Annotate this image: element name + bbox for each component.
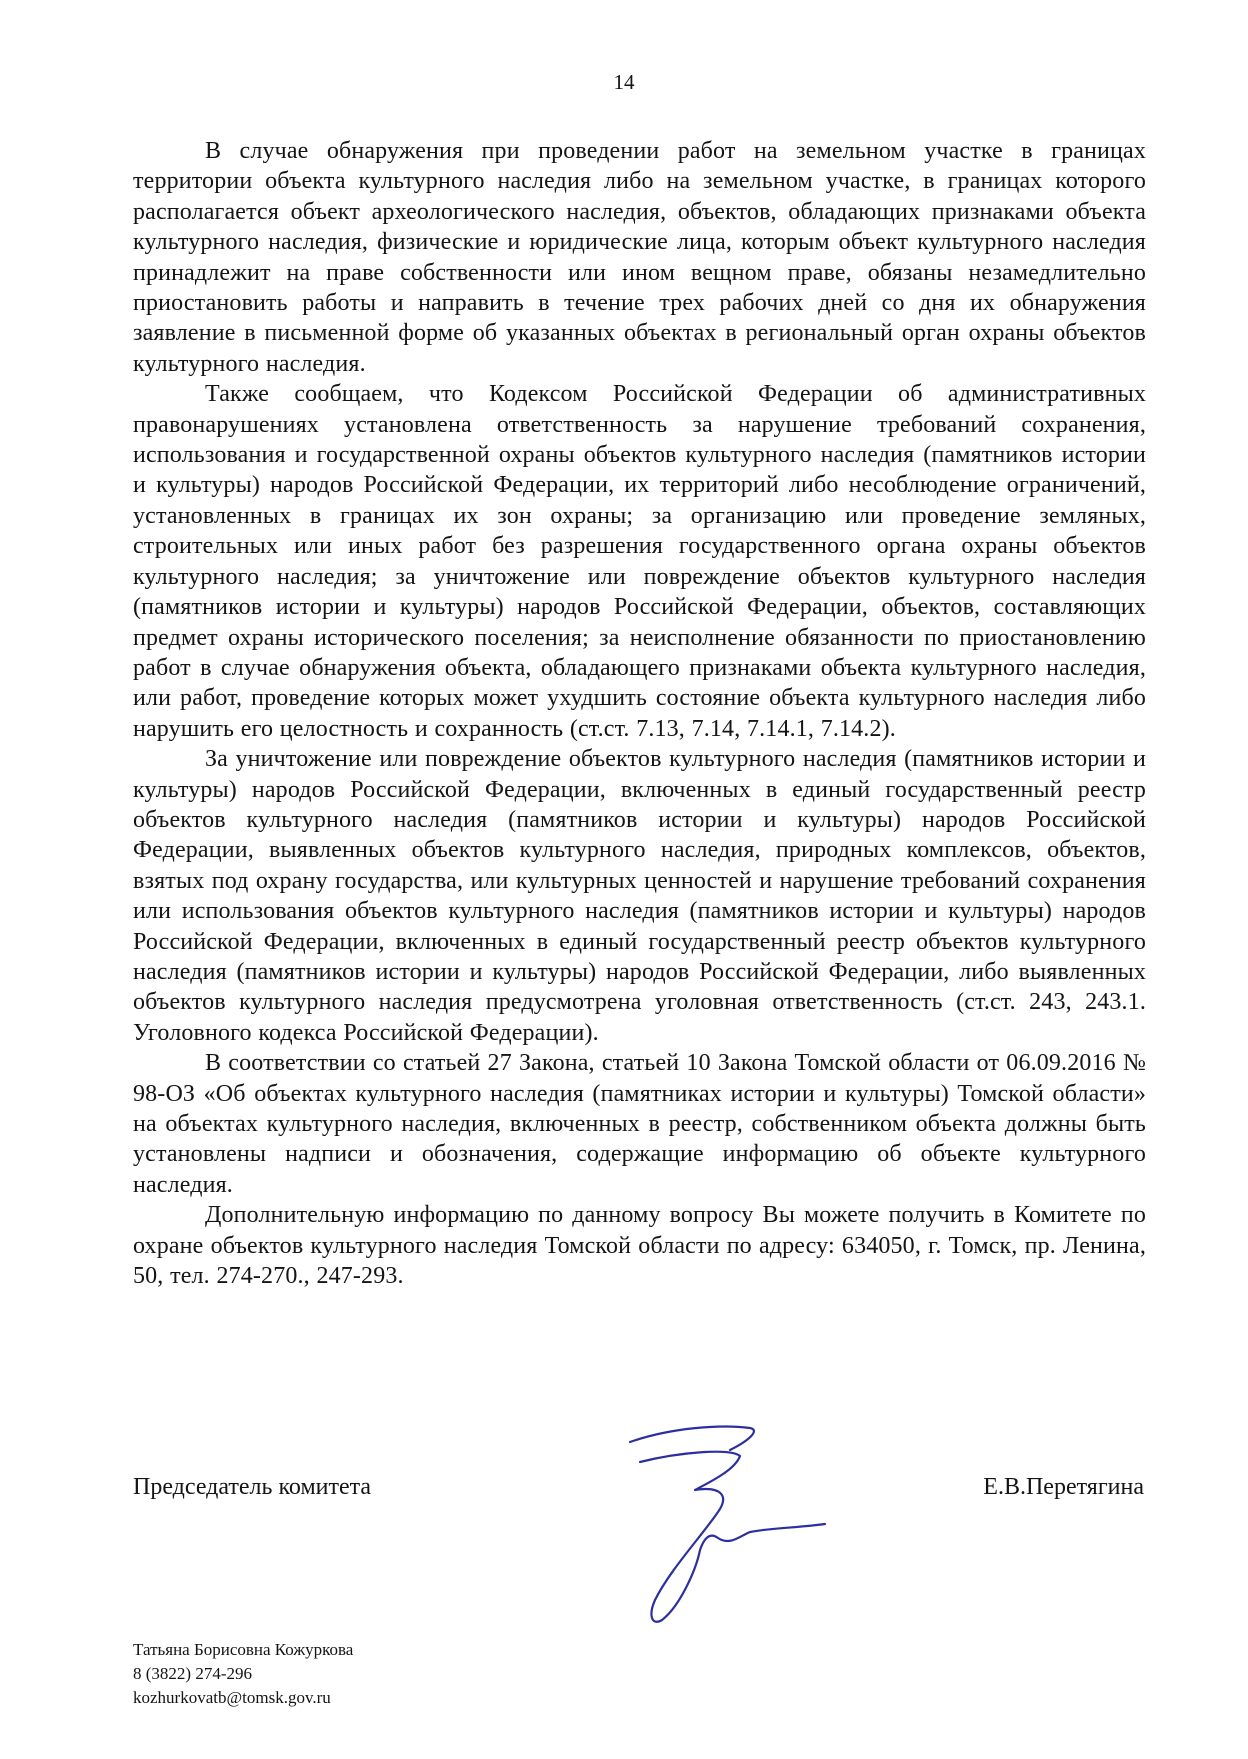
paragraph-administrative-liability: Также сообщаем, что Кодексом Российской Федерации об административных правонарушениях установлена ответственность за нарушение требований сохранения, использования и государственной охраны объектов культурного наследия (памятников истории и культуры) народов Российской Федерации, их территорий либо несоблюдение ограничений, установленных в границах их зон охраны; за организацию или проведение земляных, строительных или иных работ без разрешения государственного органа охраны объектов культурного наследия; за уничтожение или повреждение объектов культурного наследия (памятников истории и культуры) народов Российской Федерации, объектов, составляющих предмет охраны исторического поселения; за неисполнение обязанности по приостановлению работ в случае обнаружения объекта, обладающего признаками объекта культурного наследия, или работ, проведение которых может ухудшить состояние объекта культурного наследия либо нарушить его целостность и сохранность (ст.ст. 7.13, 7.14, 7.14.1, 7.14.2). bbox=[133, 381, 1146, 742]
signatory-name: Е.В.Перетягина bbox=[983, 1474, 1144, 1500]
contact-email: kozhurkovatb@tomsk.gov.ru bbox=[133, 1688, 331, 1707]
paragraph-contact-info: Дополнительную информацию по данному вопросу Вы можете получить в Комитете по охране объектов культурного наследия Томской области по адресу: 634050, г. Томск, пр. Ленина, 50, тел. 274-270., 247-293. bbox=[133, 1202, 1146, 1290]
paragraph-signage-requirement: В соответствии со статьей 27 Закона, статьей 10 Закона Томской области от 06.09.2016 № 98-ОЗ «Об объектах культурного наследия (памятниках истории и культуры) Томской области» на объектах культурного наследия, включенных в реестр, собственником объекта должны быть установлены надписи и обозначения, содержащие информацию об объекте культурного наследия. bbox=[133, 1050, 1146, 1198]
signatory-title: Председатель комитета bbox=[133, 1474, 372, 1500]
contact-block bbox=[133, 1638, 353, 1710]
handwritten-signature bbox=[600, 1420, 830, 1650]
contact-phone: 8 (3822) 274-296 bbox=[133, 1664, 252, 1683]
letter-body bbox=[133, 136, 1146, 1291]
paragraph-notification-duty: В случае обнаружения при проведении работ на земельном участке в границах территории объекта культурного наследия либо на земельном участке, в границах которого располагается объект археологического наследия, объектов, обладающих признаками объекта культурного наследия, физические и юридические лица, которым объект культурного наследия принадлежит на праве собственности или ином вещном праве, обязаны незамедлительно приостановить работы и направить в течение трех рабочих дней со дня их обнаружения заявление в письменной форме об указанных объектах в региональный орган охраны объектов культурного наследия. bbox=[133, 138, 1146, 377]
contact-name: Татьяна Борисовна Кожуркова bbox=[133, 1640, 354, 1659]
paragraph-criminal-liability: За уничтожение или повреждение объектов культурного наследия (памятников истории и культуры) народов Российской Федерации, включенных в единый государственный реестр объектов культурного наследия (памятников истории и культуры) народов Российской Федерации, выявленных объектов культурного наследия, природных комплексов, объектов, взятых под охрану государства, или культурных ценностей и нарушение требований сохранения или использования объектов культурного наследия (памятников истории и культуры) народов Российской Федерации, включенных в единый государственный реестр объектов культурного наследия (памятников истории и культуры) народов Российской Федерации, либо выявленных объектов культурного наследия предусмотрена уголовная ответственность (ст.ст. 243, 243.1. Уголовного кодекса Российской Федерации). bbox=[133, 746, 1146, 1046]
page-number: 14 bbox=[613, 70, 635, 94]
